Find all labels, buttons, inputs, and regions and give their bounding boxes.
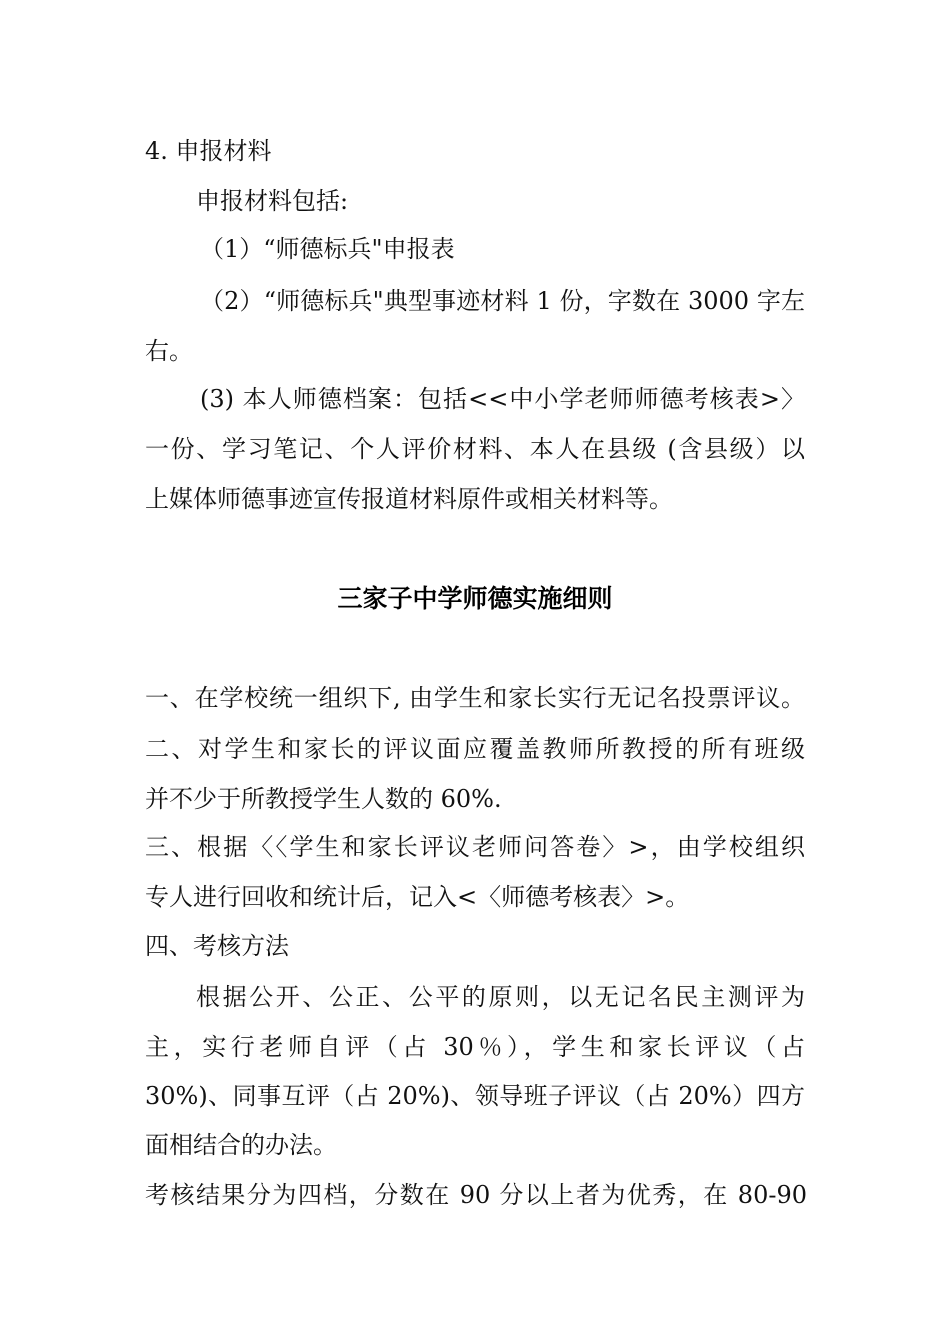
rule-3-line-2: 专人进行回收和统计后，记入<〈师德考核表〉>。 bbox=[145, 883, 690, 911]
rule-4-line-3: 30%)、同事互评（占 20%)、领导班子评议（占 20%）四方 bbox=[145, 1082, 805, 1110]
materials-item-1: （1）“师德标兵"申报表 bbox=[200, 235, 455, 263]
materials-item-3-line-2: 一份、学习笔记、个人评价材料、本人在县级 (含县级）以 bbox=[145, 435, 805, 463]
materials-item-2-line-1: （2）“师德标兵"典型事迹材料 1 份，字数在 3000 字左 bbox=[200, 287, 805, 315]
rule-1: 一、在学校统一组织下, 由学生和家长实行无记名投票评议。 bbox=[145, 684, 805, 712]
materials-item-3-line-1: (3) 本人师德档案：包括<<中小学老师师德考核表>〉 bbox=[200, 385, 805, 413]
materials-intro: 申报材料包括: bbox=[196, 187, 349, 215]
materials-item-2-line-2: 右。 bbox=[145, 337, 193, 365]
rule-2-line-2: 并不少于所教授学生人数的 60%. bbox=[145, 785, 502, 813]
rule-4-line-2: 主，实行老师自评（占 30％），学生和家长评议（占 bbox=[145, 1033, 805, 1061]
materials-item-3-line-3: 上媒体师德事迹宣传报道材料原件或相关材料等。 bbox=[145, 485, 673, 513]
rule-4-heading: 四、考核方法 bbox=[145, 932, 289, 960]
section-heading: 4. 申报材料 bbox=[145, 137, 272, 165]
rule-2-line-1: 二、对学生和家长的评议面应覆盖教师所教授的所有班级 bbox=[145, 735, 805, 763]
rule-4-line-4: 面相结合的办法。 bbox=[145, 1131, 337, 1159]
rule-5-line-1: 考核结果分为四档，分数在 90 分以上者为优秀，在 80-90 bbox=[145, 1181, 807, 1209]
rule-3-line-1: 三、根据〈〈学生和家长评议老师问答卷〉>，由学校组织 bbox=[145, 833, 805, 861]
rule-4-line-1: 根据公开、公正、公平的原则，以无记名民主测评为 bbox=[196, 983, 805, 1011]
document-title: 三家子中学师德实施细则 bbox=[337, 584, 613, 613]
